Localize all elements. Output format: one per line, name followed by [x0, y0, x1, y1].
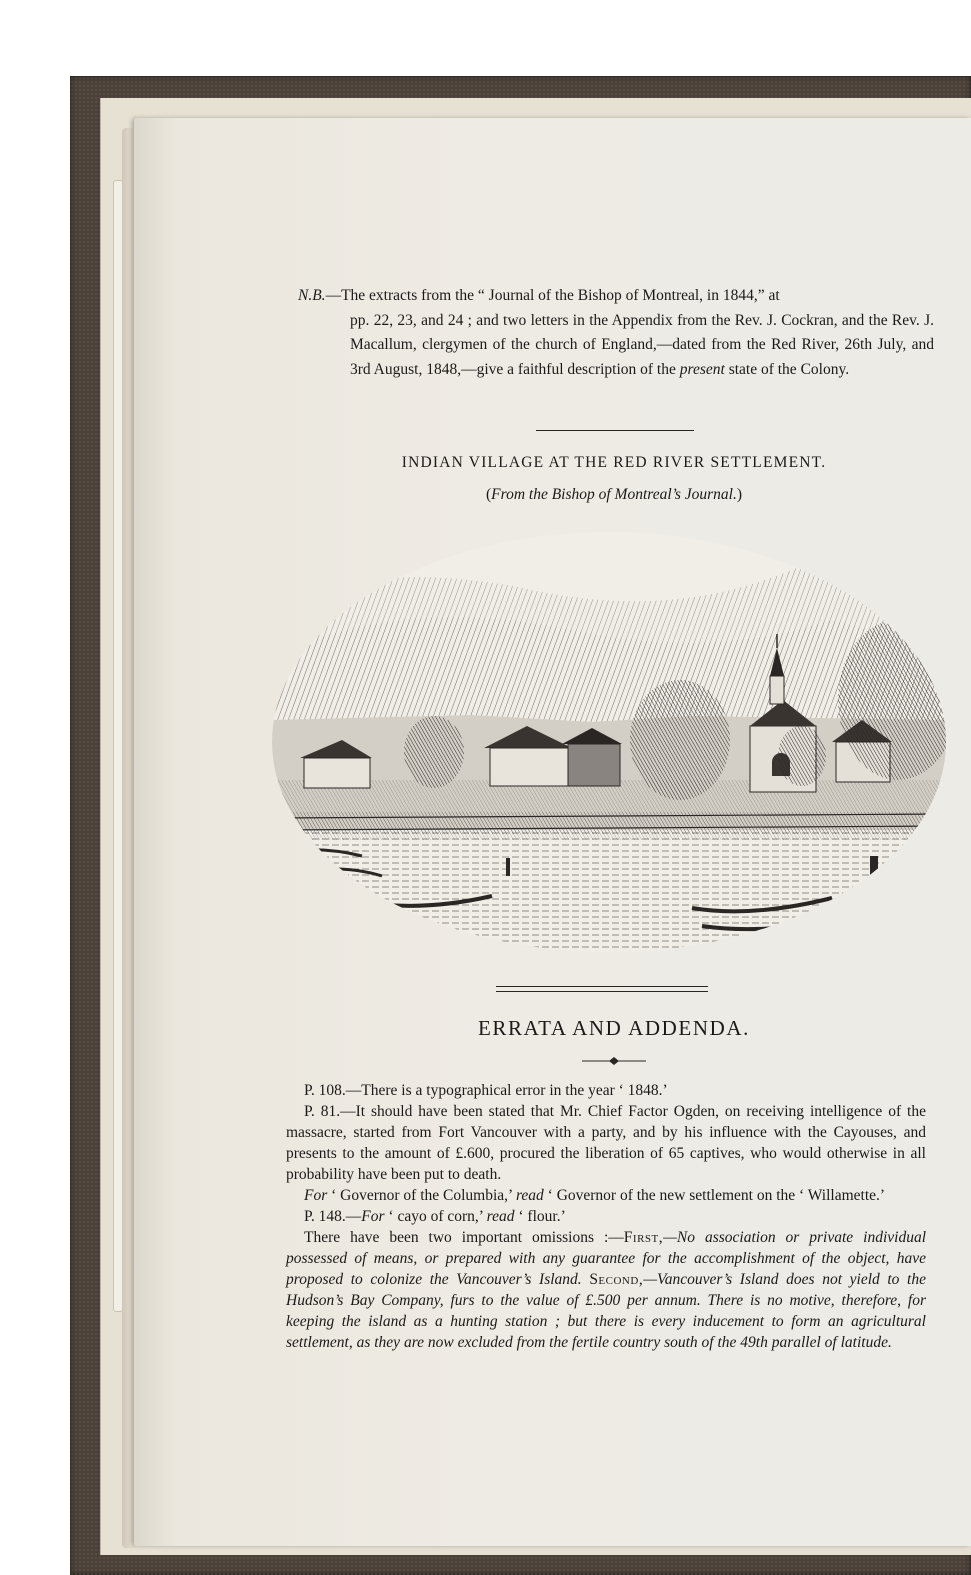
nb-present: present: [679, 360, 725, 378]
errata-governor: For ‘ Governor of the Columbia,’ read ‘ Governor of the new settlement on the ‘ Willamette.’: [304, 1187, 886, 1204]
plate-caption: (From the Bishop of Montreal’s Journal.): [485, 486, 743, 503]
errata-p148: P. 148.—For ‘ cayo of corn,’ read ‘ flour.’: [304, 1208, 566, 1225]
nb-body: pp. 22, 23, and 24 ; and two letters in the Appendix from the Rev. J. Cockran, and the Rev. J. Macallum, clergymen of the church of England,—dated from the Red River, 26th July, and 3rd August, 1848,—give a faithful description of the: [350, 311, 934, 378]
errata-body: [286, 1080, 926, 1353]
nb-label: N.B.: [298, 287, 326, 304]
village-engraving-illustration: [272, 530, 946, 954]
errata-title: ERRATA AND ADDENDA.: [478, 1016, 750, 1040]
nota-bene-paragraph: [298, 284, 934, 382]
errata-omissions: There have been two important omissions :—First,—No association or private individual possessed of means, or prepared with any guarantee for the accomplishment of the object, have proposed to colonize the Vancouver’s Island. Second,—Vancouver’s Island does not yield to the Hudson’s Bay Company, furs to the value of £.500 per annum. There is no motive, therefore, for keeping the island as a hunting station ; but there is every inducement to form an agricultural settlement, as they are now excluded from the fertile country south of the 49th parallel of latitude.: [286, 1229, 926, 1351]
nb-tail: state of the Colony.: [728, 360, 850, 378]
errata-p81: P. 81.—It should have been stated that Mr. Chief Factor Ogden, on receiving intelligence of the massacre, started from Fort Vancouver with a party, and by his influence with the Cayouses, and presents to the amount of £.600, procured the liberation of 65 captives, who would otherwise in all probability have been put to death.: [286, 1103, 926, 1183]
errata-p108: P. 108.—There is a typographical error in the year ‘ 1848.’: [304, 1082, 668, 1099]
nb-line1: —The extracts from the “ Journal of the Bishop of Montreal, in 1844,” at: [325, 287, 780, 304]
book-page: [134, 118, 971, 1546]
double-rule: [496, 986, 708, 992]
section-rule: [536, 430, 694, 431]
diamond-rule-ornament-icon: [582, 1056, 646, 1066]
plate-title: INDIAN VILLAGE AT THE RED RIVER SETTLEMENT.: [401, 454, 827, 471]
plate-caption-text: From the Bishop of Montreal’s Journal.: [491, 486, 737, 503]
